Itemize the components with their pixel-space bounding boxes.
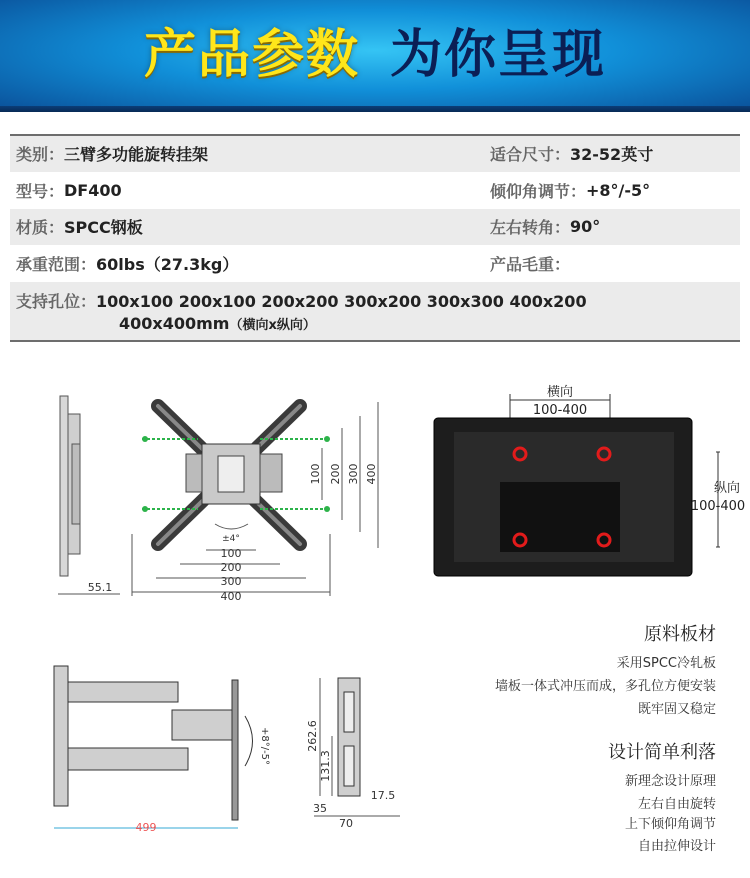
- material-heading: 原料板材: [644, 624, 716, 645]
- tilt-label: 倾仰角调节：: [490, 181, 587, 201]
- holes-line1: 100x100 200x100 200x200 300x200 300x300 400x200: [96, 292, 587, 311]
- height-262: 262.6: [306, 720, 319, 752]
- weight-label: 产品毛重：: [490, 254, 571, 274]
- material-value: SPCC钢板: [64, 218, 143, 238]
- tilt-value: +8°/-5°: [586, 180, 651, 200]
- title-banner: [0, 0, 750, 112]
- holes-line2: 400x400mm: [119, 314, 230, 333]
- spec-row-material: [10, 209, 740, 246]
- v-dim-400: 400: [365, 463, 378, 485]
- spec-row-load: [10, 246, 740, 283]
- h-dim-200: 200: [220, 561, 242, 574]
- v-dim-100: 100: [309, 463, 322, 485]
- depth-70: 70: [339, 817, 353, 830]
- h-dim-100: 100: [220, 547, 242, 560]
- spec-table: [10, 134, 740, 342]
- model-label: 型号：: [16, 181, 65, 201]
- banner-title-sub: 为你呈现: [390, 25, 607, 85]
- design-heading: 设计简单利落: [608, 742, 716, 763]
- tv-h-label: 横向: [546, 385, 574, 400]
- design-line-2: 左右自由旋转: [637, 797, 716, 812]
- design-line-3: 上下倾仰角调节: [624, 817, 716, 832]
- load-label: 承重范围：: [16, 254, 97, 274]
- material-line-2: 墙板一体式冲压而成，多孔位方便安装: [494, 679, 716, 694]
- size-label: 适合尺寸：: [490, 145, 571, 165]
- wall-plate-profile: [338, 678, 360, 796]
- category-value: 三臂多功能旋转挂架: [64, 145, 209, 165]
- size-value: 32-52英寸: [570, 145, 654, 165]
- h-dim-400: 400: [220, 590, 242, 603]
- depth-dim: 55.1: [87, 581, 113, 594]
- tv-back-drawing: [430, 382, 750, 580]
- banner-title: [0, 20, 750, 90]
- banner-title-main: 产品参数: [143, 25, 360, 85]
- tv-v-label: 纵向: [713, 481, 741, 496]
- h-dim-300: 300: [220, 575, 242, 588]
- v-dim-200: 200: [329, 463, 342, 485]
- swivel-label: 左右转角：: [490, 218, 571, 238]
- tv-h-range: 100-400: [532, 403, 588, 418]
- design-line-1: 新理念设计原理: [624, 774, 716, 789]
- side-arm-assembly: [54, 666, 238, 820]
- tilt-angle-label: ±4°: [222, 534, 240, 544]
- banner-bottom-stripe: [0, 106, 750, 112]
- depth-17: 17.5: [370, 789, 396, 802]
- wall-plate-side: [60, 396, 80, 576]
- side-view-drawing: [50, 656, 400, 846]
- model-value: DF400: [64, 180, 122, 200]
- material-label: 材质：: [16, 218, 65, 238]
- tv-v-range: 100-400: [690, 499, 746, 514]
- height-131: 131.3: [319, 750, 332, 782]
- load-value: 60lbs（27.3kg）: [96, 254, 239, 274]
- material-line-3: 既牢固又稳定: [637, 702, 716, 717]
- spec-row-model: [10, 173, 740, 210]
- spec-row-holes: [10, 282, 740, 340]
- material-line-1: 采用SPCC冷轧板: [616, 656, 716, 671]
- front-view-drawing: [50, 384, 390, 604]
- depth-35: 35: [313, 802, 327, 815]
- category-label: 类别：: [16, 145, 65, 165]
- swivel-value: 90°: [570, 217, 601, 237]
- holes-label: 支持孔位：: [16, 292, 97, 311]
- spec-row-category: [10, 136, 740, 173]
- holes-note: （横向x纵向）: [229, 318, 316, 333]
- extension-dim: 499: [135, 821, 157, 834]
- design-line-4: 自由拉伸设计: [637, 839, 716, 854]
- side-tilt-label: +8°/-5°: [259, 726, 270, 766]
- v-dim-300: 300: [347, 463, 360, 485]
